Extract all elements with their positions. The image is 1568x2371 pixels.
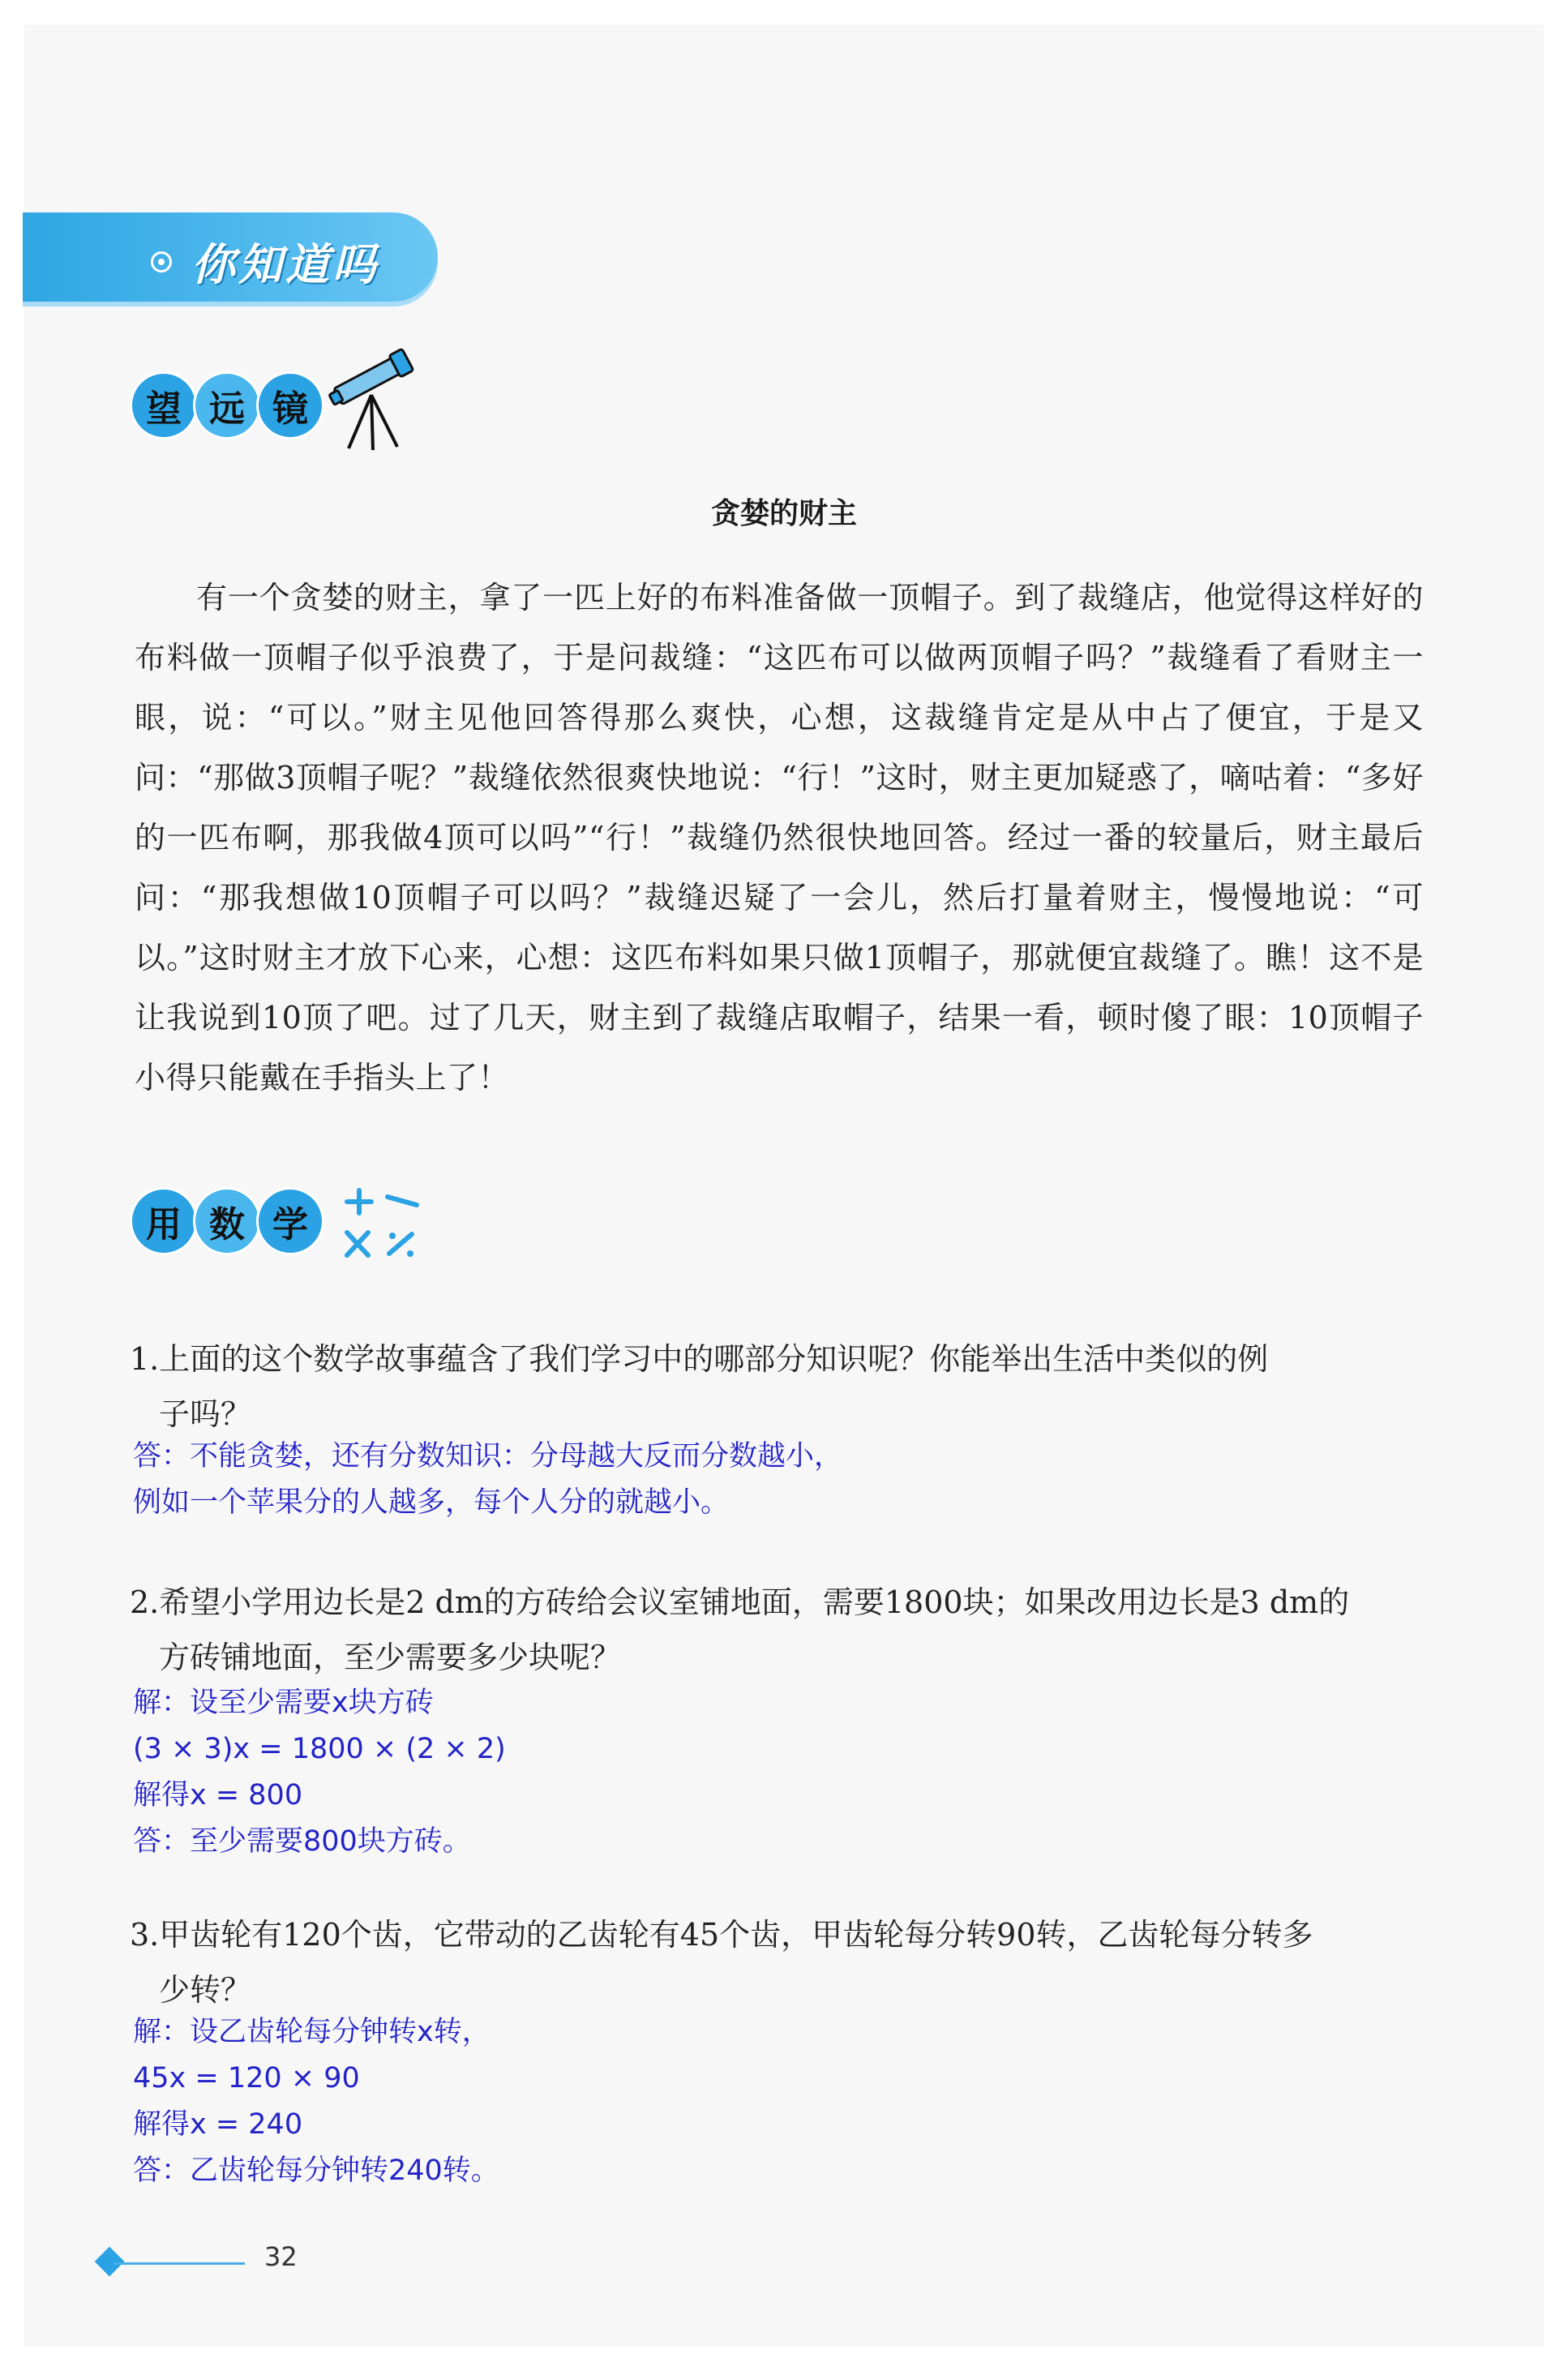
question-1 <box>130 1331 1427 1442</box>
answer-line: 解：设至少需要x块方砖 <box>133 1687 434 1719</box>
telescope-icon <box>324 345 422 454</box>
question-text: 方砖铺地面，至少需要多少块呢？ <box>159 1640 622 1675</box>
label-char: 数 <box>193 1187 261 1255</box>
question-text: 2.希望小学用边长是2 dm的方砖给会议室铺地面，需要1800块；如果改用边长是3 dm的 <box>130 1584 1350 1620</box>
answer-line: 答：乙齿轮每分钟转240转。 <box>133 2154 499 2187</box>
banner-title: 你知道吗 <box>191 239 379 290</box>
answer-line: (3 × 3)x = 1800 × (2 × 2) <box>133 1733 506 1765</box>
label-char: 学 <box>256 1187 324 1255</box>
question-text: 1.上面的这个数学故事蕴含了我们学习中的哪部分知识呢？你能举出生活中类似的例 <box>130 1341 1269 1377</box>
target-dot-icon <box>151 251 172 272</box>
answer-line: 答：不能贪婪，还有分数知识：分母越大反而分数越小， <box>133 1440 843 1473</box>
question-text: 子吗？ <box>159 1396 252 1432</box>
footer-rule <box>114 2262 245 2265</box>
section-math-label <box>130 1187 319 1255</box>
question-3 <box>130 1907 1427 2017</box>
story-title: 贪婪的财主 <box>710 497 857 530</box>
answer-line: 答：至少需要800块方砖。 <box>133 1825 471 1858</box>
label-char: 望 <box>130 371 198 439</box>
answer-line: 例如一个苹果分的人越多，每个人分的就越小。 <box>133 1486 730 1519</box>
answer-2 <box>133 1680 1430 1865</box>
math-symbols-icon <box>339 1184 428 1265</box>
answer-1 <box>133 1434 1430 1526</box>
question-text: 3.甲齿轮有120个齿，它带动的乙齿轮有45个齿，甲齿轮每分转90转，乙齿轮每分转多 <box>130 1917 1313 1953</box>
answer-line: 解：设乙齿轮每分钟转x转， <box>133 2016 491 2048</box>
question-text: 少转？ <box>159 1972 252 2008</box>
story-text: 有一个贪婪的财主，拿了一匹上好的布料准备做一顶帽子。到了裁缝店，他觉得这样好的布料做一顶帽子似乎浪费了，于是问裁缝：“这匹布可以做两顶帽子吗？”裁缝看了看财主一眼，说：“可以。”财主见他回答得那么爽快，心想，这裁缝肯定是从中占了便宜，于是又问：“那做3顶帽子呢？”裁缝依然很爽快地说：“行！”这时，财主更加疑惑了，嘀咕着：“多好的一匹布啊，那我做4顶可以吗”“行！”裁缝仍然很快地回答。经过一番的较量后，财主最后问：“那我想做10顶帽子可以吗？”裁缝迟疑了一会儿，然后打量着财主，慢慢地说：“可以。”这时财主才放下心来，心想：这匹布料如果只做1顶帽子，那就便宜裁缝了。瞧！这不是让我说到10顶了吧。过了几天，财主到了裁缝店取帽子，结果一看，顿时傻了眼：10顶帽子小得只能戴在手指头上了！ <box>135 580 1424 1095</box>
label-char: 镜 <box>256 371 324 439</box>
answer-line: 45x = 120 × 90 <box>133 2062 360 2094</box>
section-telescope-label <box>130 371 319 439</box>
label-char: 用 <box>130 1187 198 1255</box>
answer-line: 解得x = 800 <box>133 1779 303 1811</box>
answer-line: 解得x = 240 <box>133 2108 303 2141</box>
page-number: 32 <box>264 2241 298 2272</box>
answer-3 <box>133 2009 1430 2194</box>
label-char: 远 <box>193 371 261 439</box>
question-2 <box>130 1575 1427 1685</box>
